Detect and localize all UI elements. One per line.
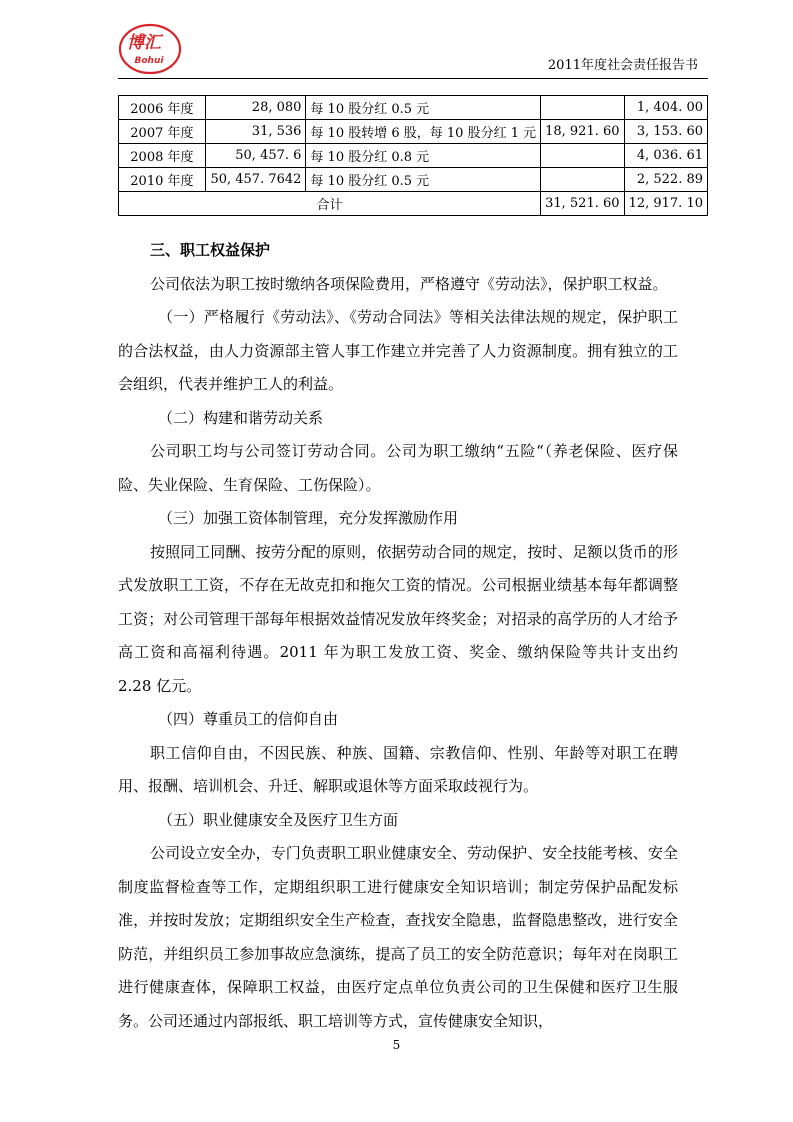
cell-base: 50, 457. 6 <box>205 144 306 168</box>
document-body <box>118 234 678 1038</box>
cell-plan: 每 10 股分红 0.5 元 <box>306 96 541 120</box>
cell-base: 31, 536 <box>205 120 306 144</box>
subsection-4-text: 职工信仰自由，不因民族、种族、国籍、宗教信仰、性别、年龄等对职工在聘用、报酬、培训机会、升迁、解职或退休等方面采取歧视行为。 <box>118 743 678 795</box>
table-row <box>119 168 708 192</box>
cell-shares <box>541 168 624 192</box>
total-label: 合计 <box>119 192 541 216</box>
table-row <box>119 144 708 168</box>
cell-year: 2010 年度 <box>119 168 206 192</box>
report-title: 2011年度社会责任报告书 <box>547 58 698 73</box>
subsection-3-text: 按照同工同酬、按劳分配的原则，依据劳动合同的规定，按时、足额以货币的形式发放职工工资，不存在无故克扣和拖欠工资的情况。公司根据业绩基本每年都调整工资；对公司管理干部每年根据效益情况发放年终奖金；对招录的高学历的人才给予高工资和高福利待遇。2011 年为职工发放工资、奖金、缴纳保险等共计支出约 2.28 亿元。 <box>118 542 678 695</box>
cell-year: 2006 年度 <box>119 96 206 120</box>
subsection-3-title: （三）加强工资体制管理，充分发挥激励作用 <box>158 509 459 527</box>
total-cash: 12, 917. 10 <box>624 192 707 216</box>
cell-year: 2008 年度 <box>119 144 206 168</box>
table-row <box>119 96 708 120</box>
cell-cash: 1, 404. 00 <box>624 96 707 120</box>
svg-text:博汇: 博汇 <box>127 33 161 53</box>
svg-text:Bohui: Bohui <box>134 56 164 66</box>
dividend-table <box>118 95 708 216</box>
bohui-logo <box>118 22 182 78</box>
table-total-row <box>119 192 708 216</box>
cell-year: 2007 年度 <box>119 120 206 144</box>
cell-cash: 4, 036. 61 <box>624 144 707 168</box>
cell-shares <box>541 144 624 168</box>
subsection-5-title: （五）职业健康安全及医疗卫生方面 <box>158 810 399 829</box>
cell-plan: 每 10 股分红 0.5 元 <box>306 168 541 192</box>
cell-shares: 18, 921. 60 <box>541 120 624 144</box>
cell-cash: 2, 522. 89 <box>624 168 707 192</box>
section-title: 三、职工权益保护 <box>150 241 271 259</box>
subsection-2-title: （二）构建和谐劳动关系 <box>158 408 324 427</box>
cell-base: 28, 080 <box>205 96 306 120</box>
subsection-2-text: 公司职工均与公司签订劳动合同。公司为职工缴纳“五险“（养老保险、医疗保险、失业保险、生育保险、工伤保险）。 <box>118 442 678 494</box>
cell-plan: 每 10 股分红 0.8 元 <box>306 144 541 168</box>
total-shares: 31, 521. 60 <box>541 192 624 216</box>
page-number: 5 <box>392 1038 401 1052</box>
intro-paragraph: 公司依法为职工按时缴纳各项保险费用，严格遵守《劳动法》，保护职工权益。 <box>150 274 668 293</box>
cell-shares <box>541 96 624 120</box>
subsection-5-text: 公司设立安全办，专门负责职工职业健康安全、劳动保护、安全技能考核、安全制度监督检查等工作，定期组织职工进行健康安全知识培训；制定劳保护品配发标准，并按时发放；定期组织安全生产检查，查找安全隐患，监督隐患整改，进行安全防范，并组织员工参加事故应急演练，提高了员工的安全防范意识；每年对在岗职工进行健康查体，保障职工权益，由医疗定点单位负责公司的卫生保健和医疗卫生服务。公司还通过内部报纸、职工培训等方式，宣传健康安全知识， <box>118 844 678 1030</box>
cell-base: 50, 457. 7642 <box>205 168 306 192</box>
page-header <box>118 22 708 79</box>
cell-cash: 3, 153. 60 <box>624 120 707 144</box>
cell-plan: 每 10 股转增 6 股，每 10 股分红 1 元 <box>306 120 541 144</box>
table-row <box>119 120 708 144</box>
subsection-1: （一）严格履行《劳动法》、《劳动合同法》等相关法律法规的规定，保护职工的合法权益，由人力资源部主管人事工作建立并完善了人力资源制度。拥有独立的工会组织，代表并维护工人的利益。 <box>118 308 678 393</box>
subsection-4-title: （四）尊重员工的信仰自由 <box>158 710 339 728</box>
